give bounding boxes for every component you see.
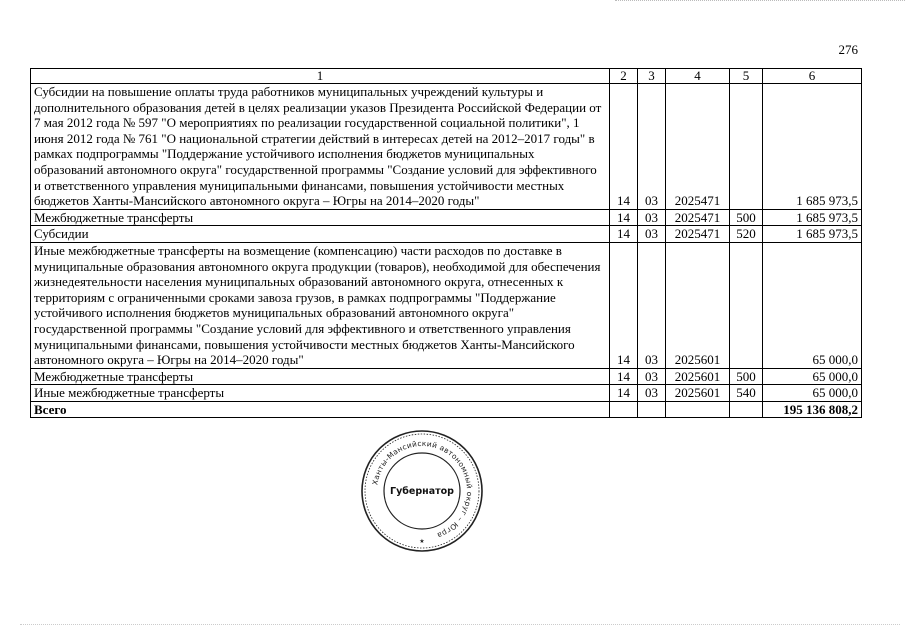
- table-row: [31, 209, 862, 226]
- scan-artifact-bottom: [20, 624, 900, 626]
- row-expense-type: 540: [730, 385, 763, 402]
- seal-ring-text: Ханты-Мансийский автономный округ – Югра: [370, 438, 475, 541]
- row-section: 14: [610, 209, 638, 226]
- row-description: Иные межбюджетные трансферты на возмещение (компенсацию) части расходов по доставке в муниципальные образования автономного округа продукции (товаров), необходимой для обеспечения жизнедеятельности населения муниципальных образований автономного округа, отнесенных к территориям с ограниченными сроками завоза грузов, в рамках подпрограммы "Поддержание устойчивого исполнения бюджетов муниципальных образований автономного округа" государственной программы "Создание условий для эффективного и ответственного управления муниципальными финансами, повышения устойчивости местных бюджетов Ханты-Мансийского автономного округа – Югры на 2014–2020 годы": [31, 242, 610, 368]
- row-subsection: 03: [638, 368, 666, 385]
- table-row: [31, 242, 862, 368]
- row-amount: 1 685 973,5: [763, 209, 862, 226]
- seal-center-text: Губернатор: [390, 486, 454, 497]
- page-number: 276: [838, 42, 858, 57]
- row-expense-type: 500: [730, 209, 763, 226]
- table-row: [31, 368, 862, 385]
- row-amount: 65 000,0: [763, 368, 862, 385]
- header-col-3: 3: [638, 69, 666, 84]
- row-amount: 1 685 973,5: [763, 84, 862, 210]
- header-col-1: 1: [31, 69, 610, 84]
- row-expense-type: [730, 242, 763, 368]
- header-col-6: 6: [763, 69, 862, 84]
- header-col-2: 2: [610, 69, 638, 84]
- total-row: [31, 401, 862, 418]
- row-subsection: 03: [638, 242, 666, 368]
- row-subsection: 03: [638, 209, 666, 226]
- row-description: Межбюджетные трансферты: [31, 368, 610, 385]
- row-amount: 65 000,0: [763, 242, 862, 368]
- row-section: 14: [610, 242, 638, 368]
- row-expense-type: 500: [730, 368, 763, 385]
- row-target-code: 2025471: [666, 209, 730, 226]
- row-description: Субсидии: [31, 226, 610, 243]
- row-section: 14: [610, 84, 638, 210]
- row-description: Межбюджетные трансферты: [31, 209, 610, 226]
- row-target-code: 2025601: [666, 242, 730, 368]
- total-value: 195 136 808,2: [763, 401, 862, 418]
- row-amount: 1 685 973,5: [763, 226, 862, 243]
- header-row: [31, 69, 862, 84]
- budget-table: [30, 68, 862, 418]
- row-section: 14: [610, 226, 638, 243]
- row-target-code: 2025601: [666, 385, 730, 402]
- row-subsection: 03: [638, 385, 666, 402]
- row-expense-type: [730, 84, 763, 210]
- row-section: 14: [610, 385, 638, 402]
- table-row: [31, 84, 862, 210]
- row-target-code: 2025471: [666, 84, 730, 210]
- row-subsection: 03: [638, 84, 666, 210]
- table-row: [31, 385, 862, 402]
- row-section: 14: [610, 368, 638, 385]
- seal-graphic: [357, 427, 487, 555]
- row-target-code: 2025601: [666, 368, 730, 385]
- total-label: Всего: [31, 401, 610, 418]
- header-col-4: 4: [666, 69, 730, 84]
- row-description: Иные межбюджетные трансферты: [31, 385, 610, 402]
- row-target-code: 2025471: [666, 226, 730, 243]
- row-subsection: 03: [638, 226, 666, 243]
- scan-artifact-top: [615, 0, 905, 4]
- seal-star-icon: ★: [419, 538, 425, 545]
- row-description: Субсидии на повышение оплаты труда работников муниципальных учреждений культуры и дополнительного образования детей в целях реализации указов Президента Российской Федерации от 7 мая 2012 года № 597 "О мероприятиях по реализации государственной социальной политики", 1 июня 2012 года № 761 "О национальной стратегии действий в интересах детей на 2012–2017 годы" в рамках подпрограммы "Поддержание устойчивого исполнения бюджетов муниципальных образований автономного округа" государственной программы "Создание условий для эффективного и ответственного управления муниципальными финансами, повышения устойчивости местных бюджетов Ханты-Мансийского автономного округа – Югры на 2014–2020 годы": [31, 84, 610, 210]
- row-expense-type: 520: [730, 226, 763, 243]
- governor-seal-stamp: [357, 427, 487, 555]
- table-row: [31, 226, 862, 243]
- row-amount: 65 000,0: [763, 385, 862, 402]
- header-col-5: 5: [730, 69, 763, 84]
